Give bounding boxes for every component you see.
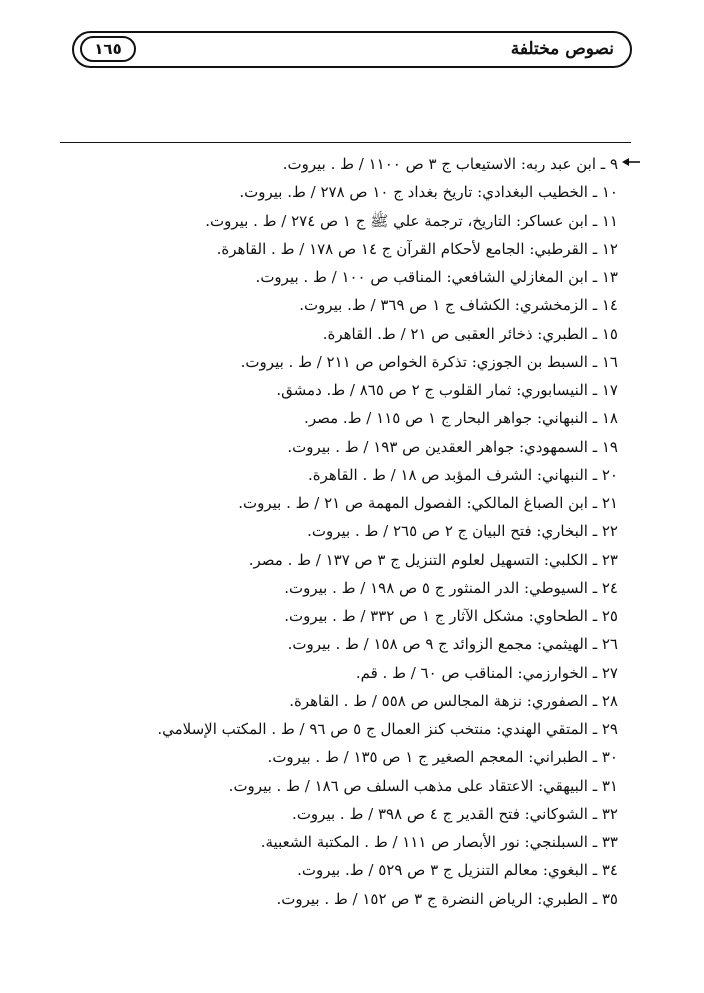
header-divider: [60, 142, 631, 143]
reference-item: ١٨ ـ النبهاني: جواهر البحار ج ١ ص ١١٥ / ط. مصر.: [304, 409, 618, 428]
reference-item: ١٣ ـ ابن المغازلي الشافعي: المناقب ص ١٠٠ / ط . بيروت.: [255, 268, 618, 286]
reference-item: ٢٥ ـ الطحاوي: مشكل الآثار ج ١ ص ٣٣٢ / ط . بيروت.: [284, 607, 618, 625]
reference-item: ٣٢ ـ الشوكاني: فتح القدير ج ٤ ص ٣٩٨ / ط . بيروت.: [292, 804, 618, 823]
reference-item: ١٠ ـ الخطيب البغدادي: تاريخ بغداد ج ١٠ ص ٢٧٨ / ط. بيروت.: [239, 183, 618, 202]
reference-list: [58, 150, 618, 913]
reference-item: ١٩ ـ السمهودي: جواهر العقدين ص ١٩٣ / ط . بيروت.: [287, 437, 618, 456]
reference-item: ٢٧ ـ الخوارزمي: المناقب ص ٦٠ / ط . قم.: [355, 663, 618, 682]
reference-item: ١٢ ـ القرطبي: الجامع لأحكام القرآن ج ١٤ ص ١٧٨ / ط . القاهرة.: [216, 239, 618, 258]
page-title: نصوص مختلفة: [510, 39, 614, 59]
reference-item: ١٧ ـ النيسابوري: ثمار القلوب ج ٢ ص ٨٦٥ / ط. دمشق.: [276, 381, 618, 399]
reference-item: ٣٤ ـ البغوي: معالم التنزيل ج ٣ ص ٥٢٩ / ط. بيروت.: [297, 861, 618, 880]
reference-item: ٣١ ـ البيهقي: الاعتقاد على مذهب السلف ص ١٨٦ / ط . بيروت.: [228, 776, 618, 795]
reference-item: ٣٠ ـ الطبراني: المعجم الصغير ج ١ ص ١٣٥ / ط . بيروت.: [267, 748, 618, 767]
reference-item: ١٤ ـ الزمخشري: الكشاف ج ١ ص ٣٦٩ / ط. بيروت.: [299, 296, 618, 315]
reference-item: ٢٠ ـ النبهاني: الشرف المؤبد ص ١٨ / ط . القاهرة.: [307, 465, 618, 484]
reference-item: ١٥ ـ الطبري: ذخائر العقبى ص ٢١ / ط. القاهرة.: [322, 324, 618, 343]
reference-item: ٢١ ـ ابن الصباغ المالكي: الفصول المهمة ص ٢١ / ط . بيروت.: [238, 494, 618, 512]
page-number: ١٦٥: [80, 36, 136, 62]
reference-item: ٣٣ ـ السبلنجي: نور الأبصار ص ١١١ / ط . المكتبة الشعبية.: [260, 833, 618, 851]
reference-item: ٣٥ ـ الطبري: الرياض النضرة ج ٣ ص ١٥٢ / ط . بيروت.: [276, 889, 618, 908]
reference-item: ٢٢ ـ البخاري: فتح البيان ج ٢ ص ٢٦٥ / ط . بيروت.: [307, 522, 618, 541]
reference-item: ٩ ـ ابن عبد ربه: الاستيعاب ج ٣ ص ١١٠٠ / ط . بيروت.: [282, 155, 618, 173]
reference-item: ١٦ ـ السبط بن الجوزي: تذكرة الخواص ص ٢١١ / ط . بيروت.: [240, 352, 618, 371]
reference-item: ٢٤ ـ السيوطي: الدر المنثور ج ٥ ص ١٩٨ / ط . بيروت.: [284, 578, 618, 597]
reference-item: ٢٦ ـ الهيثمي: مجمع الزوائد ج ٩ ص ١٥٨ / ط . بيروت.: [287, 635, 618, 654]
reference-item: ٢٩ ـ المتقي الهندي: منتخب كنز العمال ج ٥ ص ٩٦ / ط . المكتب الإسلامي.: [157, 720, 618, 738]
reference-item: ٢٣ ـ الكلبي: التسهيل لعلوم التنزيل ج ٣ ص ١٣٧ / ط . مصر.: [248, 550, 618, 569]
arrow-left-icon: [621, 156, 641, 168]
reference-item: ٢٨ ـ الصفوري: نزهة المجالس ص ٥٥٨ / ط . القاهرة.: [289, 691, 618, 710]
reference-item: ١١ ـ ابن عساكر: التاريخ، ترجمة علي ﷺ ج ١ ص ٢٧٤ / ط . بيروت.: [205, 211, 618, 230]
